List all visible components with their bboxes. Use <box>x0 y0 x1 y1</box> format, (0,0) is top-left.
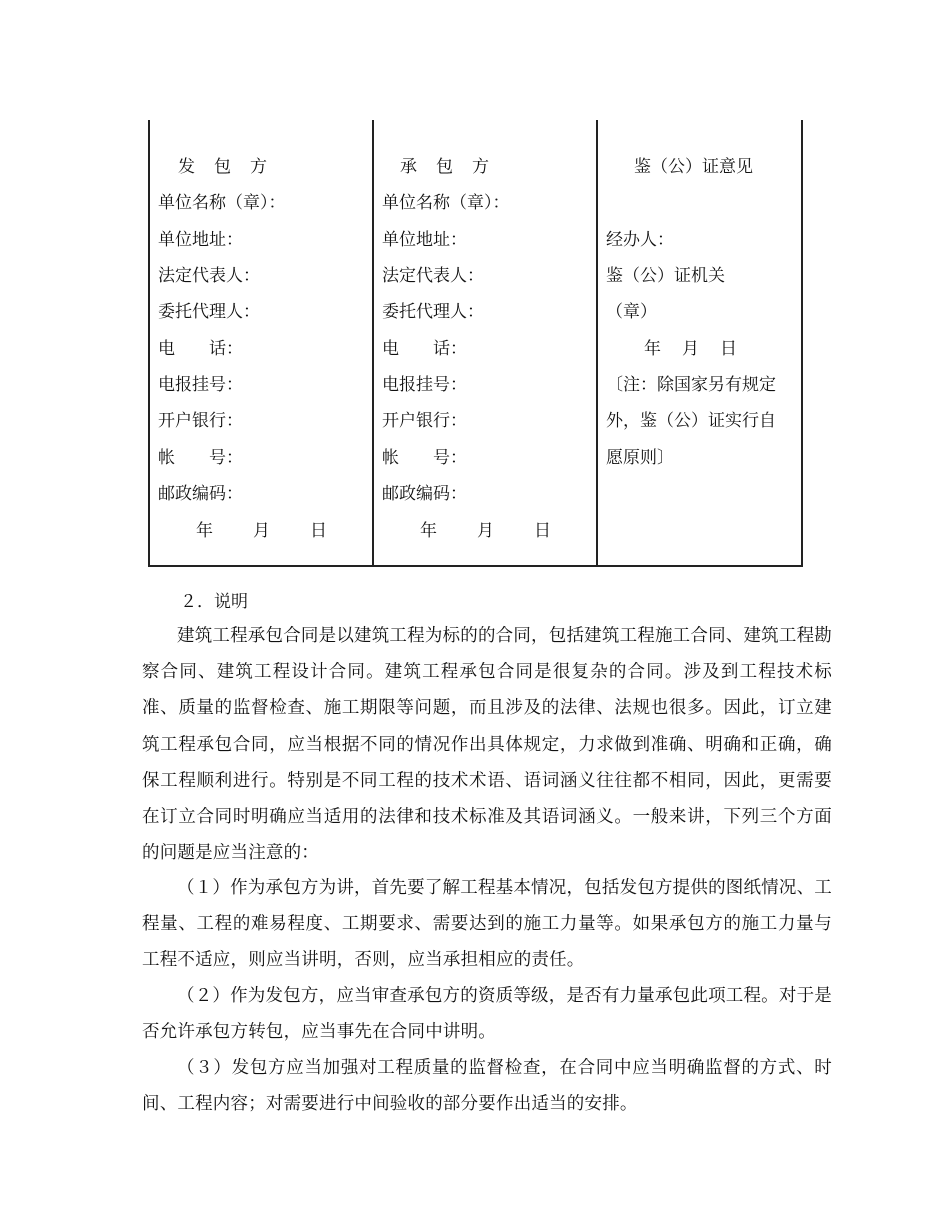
party-b-date: 年 月 日 <box>420 521 553 541</box>
party-a-account: 帐 号： <box>158 448 243 468</box>
notary-handler: 经办人： <box>606 230 674 250</box>
paragraph-point-2: （２）作为发包方，应当审查承包方的资质等级，是否有力量承包此项工程。对于是否允许承包方转包，应当事先在合同中讲明。 <box>142 986 832 1043</box>
party-a-postcode: 邮政编码： <box>158 484 243 504</box>
notary-authority: 鉴（公）证机关 <box>606 266 725 286</box>
party-a-bank: 开户银行： <box>158 411 243 431</box>
table-border-bottom <box>148 565 803 567</box>
party-a-telegraph: 电报挂号： <box>158 375 243 395</box>
table-border-left <box>148 120 150 566</box>
notary-seal: （章） <box>606 302 657 322</box>
party-a-unit-name: 单位名称（章）： <box>158 193 286 213</box>
notary-note-line-2: 外，鉴（公）证实行自 <box>606 411 776 431</box>
notary-header: 鉴（公）证意见 <box>634 157 753 177</box>
section-title: ２．说明 <box>180 592 248 612</box>
party-b-unit-name: 单位名称（章）： <box>382 193 510 213</box>
party-b-phone: 电 话： <box>382 339 467 359</box>
table-divider-2 <box>596 120 598 566</box>
party-a-agent: 委托代理人： <box>158 302 260 322</box>
notary-note-line-1: 〔注：除国家另有规定 <box>606 375 776 395</box>
paragraph-intro: 建筑工程承包合同是以建筑工程为标的的合同，包括建筑工程施工合同、建筑工程勘察合同、建筑工程设计合同。建筑工程承包合同是很复杂的合同。涉及到工程技术标准、质量的监督检查、施工期限等问题，而且涉及的法律、法规也很多。因此，订立建筑工程承包合同，应当根据不同的情况作出具体规定，力求做到准确、明确和正确，确保工程顺利进行。特别是不同工程的技术术语、语词涵义往往都不相同，因此，更需要在订立合同时明确应当适用的法律和技术标准及其语词涵义。一般来讲，下列三个方面的问题是应当注意的： <box>142 626 832 864</box>
party-b-agent: 委托代理人： <box>382 302 484 322</box>
party-b-postcode: 邮政编码： <box>382 484 467 504</box>
notary-date: 年 月 日 <box>644 339 739 359</box>
party-a-date: 年 月 日 <box>196 521 329 541</box>
party-b-account: 帐 号： <box>382 448 467 468</box>
party-b-telegraph: 电报挂号： <box>382 375 467 395</box>
table-divider-1 <box>372 120 374 566</box>
party-a-header: 发 包 方 <box>178 157 268 177</box>
table-border-right <box>801 120 803 566</box>
party-b-header: 承 包 方 <box>400 157 490 177</box>
paragraph-point-3: （３）发包方应当加强对工程质量的监督检查，在合同中应当明确监督的方式、时间、工程内容；对需要进行中间验收的部分要作出适当的安排。 <box>142 1058 832 1115</box>
party-b-legal-rep: 法定代表人： <box>382 266 484 286</box>
paragraph-point-1: （１）作为承包方为讲，首先要了解工程基本情况，包括发包方提供的图纸情况、工程量、工程的难易程度、工期要求、需要达到的施工力量等。如果承包方的施工力量与工程不适应，则应当讲明，否则，应当承担相应的责任。 <box>142 878 832 971</box>
party-a-phone: 电 话： <box>158 339 243 359</box>
party-a-address: 单位地址： <box>158 230 243 250</box>
notary-note-line-3: 愿原则〕 <box>606 448 674 468</box>
party-a-legal-rep: 法定代表人： <box>158 266 260 286</box>
party-b-bank: 开户银行： <box>382 411 467 431</box>
party-b-address: 单位地址： <box>382 230 467 250</box>
